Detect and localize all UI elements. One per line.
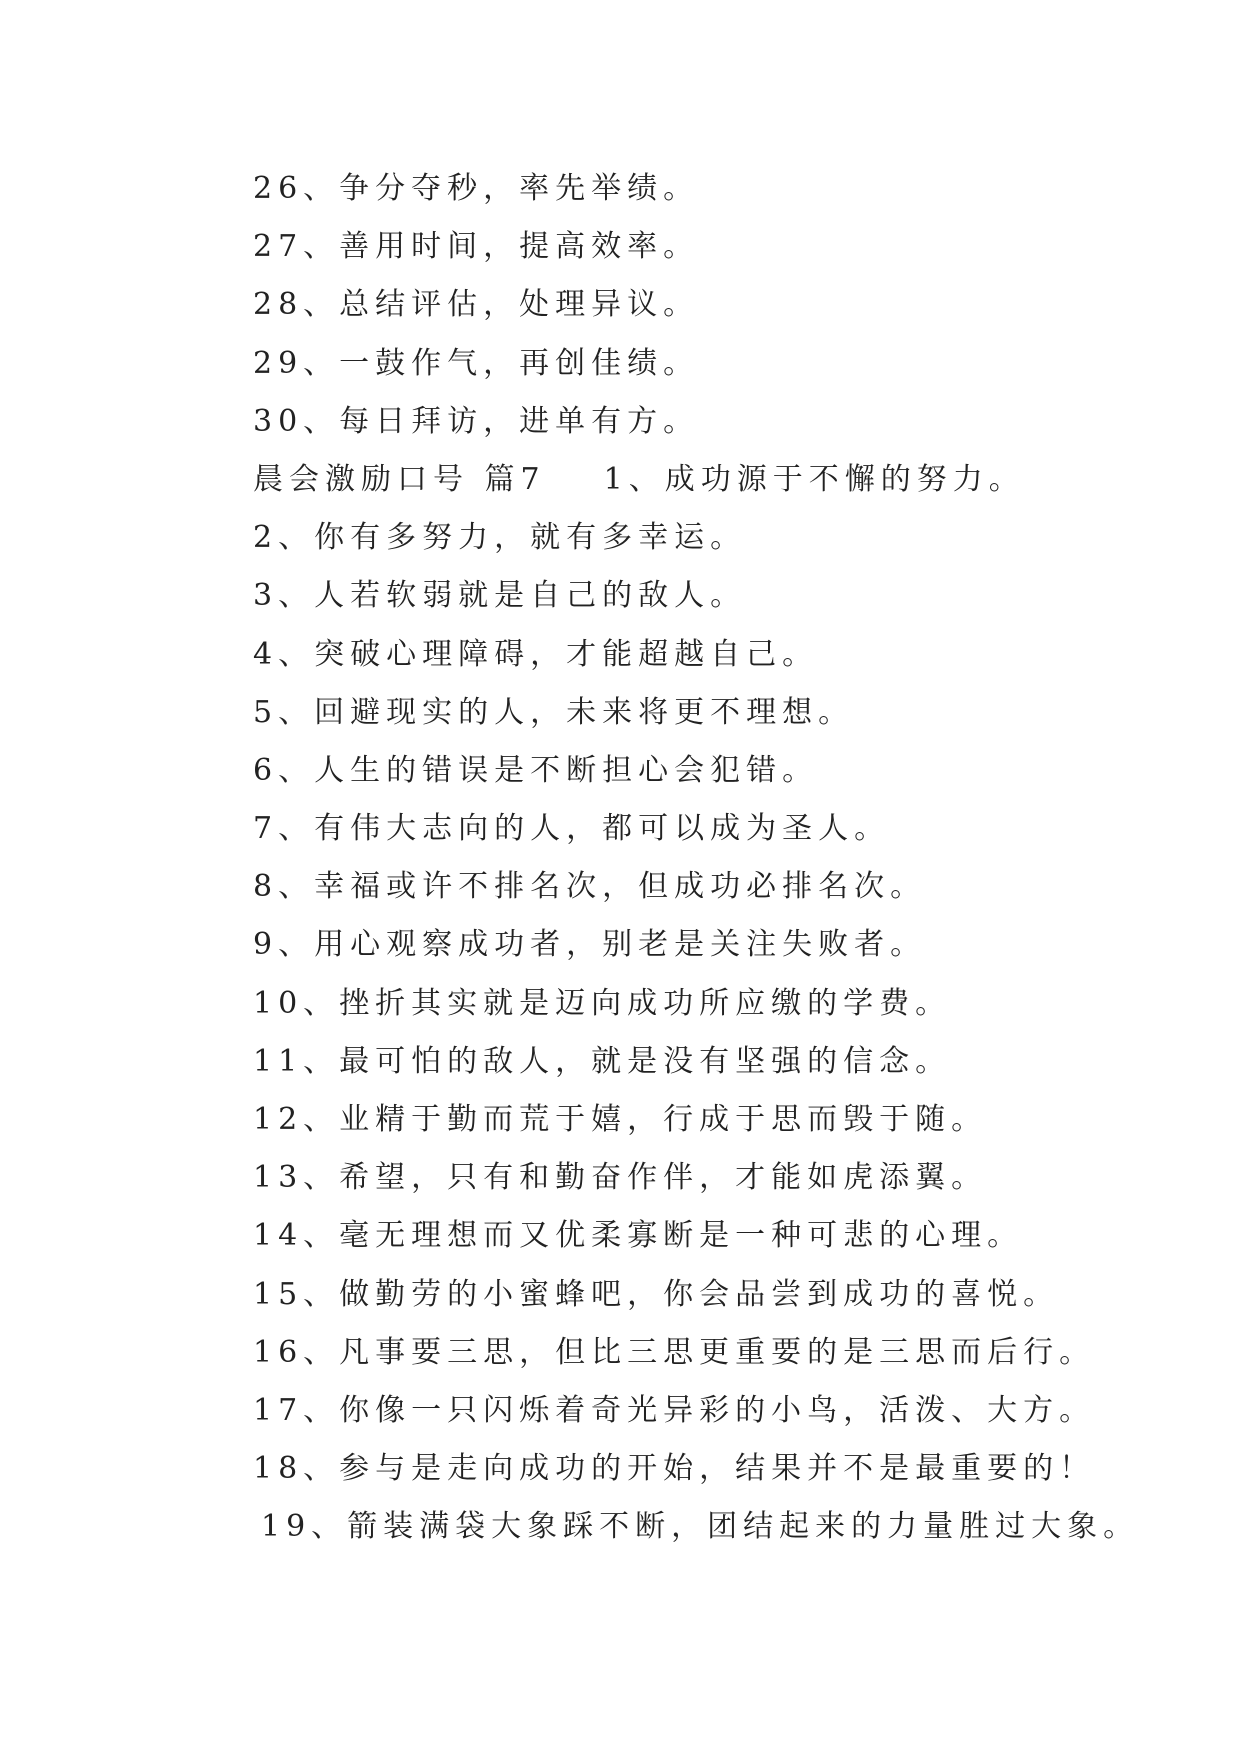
list-item: 29、一鼓作气，再创佳绩。 <box>253 345 700 381</box>
slogan-list <box>253 160 1153 1557</box>
list-item: 17、你像一只闪烁着奇光异彩的小鸟，活泼、大方。 <box>253 1392 1096 1428</box>
list-item: 15、做勤劳的小蜜蜂吧，你会品尝到成功的喜悦。 <box>253 1276 1060 1312</box>
list-item: 28、总结评估，处理异议。 <box>253 287 700 323</box>
section-heading-line <box>253 451 1153 509</box>
list-item: 26、争分夺秒，率先举绩。 <box>253 171 700 206</box>
list-item: 4、突破心理障碍，才能超越自己。 <box>253 636 819 672</box>
list-item: 10、挫折其实就是迈向成功所应缴的学费。 <box>253 985 952 1021</box>
list-item: 18、参与是走向成功的开始，结果并不是最重要的！ <box>253 1451 1096 1487</box>
list-item: 27、善用时间，提高效率。 <box>253 229 700 265</box>
list-item: 6、人生的错误是不断担心会犯错。 <box>253 752 819 788</box>
list-item: 7、有伟大志向的人，都可以成为圣人。 <box>253 811 891 847</box>
list-item: 13、希望，只有和勤奋作伴，才能如虎添翼。 <box>253 1160 988 1196</box>
list-item: 2、你有多努力，就有多幸运。 <box>253 520 747 556</box>
list-item: 16、凡事要三思，但比三思更重要的是三思而后行。 <box>253 1334 1096 1370</box>
list-item: 1、成功源于不懈的努力。 <box>603 461 1025 497</box>
section-heading: 晨会激励口号 篇7 <box>253 461 546 497</box>
list-item: 8、幸福或许不排名次，但成功必排名次。 <box>253 869 927 905</box>
list-item: 5、回避现实的人，未来将更不理想。 <box>253 694 855 730</box>
list-item: 11、最可怕的敌人，就是没有坚强的信念。 <box>253 1043 952 1079</box>
list-item: 14、毫无理想而又优柔寡断是一种可悲的心理。 <box>253 1218 1024 1254</box>
list-item: 30、每日拜访，进单有方。 <box>253 403 700 439</box>
list-item: 3、人若软弱就是自己的敌人。 <box>253 578 747 614</box>
list-item: 19、箭装满袋大象踩不断，团结起来的力量胜过大象。 <box>261 1509 1140 1545</box>
list-item: 9、用心观察成功者，别老是关注失败者。 <box>253 927 927 963</box>
list-item: 12、业精于勤而荒于嬉，行成于思而毁于随。 <box>253 1102 988 1137</box>
